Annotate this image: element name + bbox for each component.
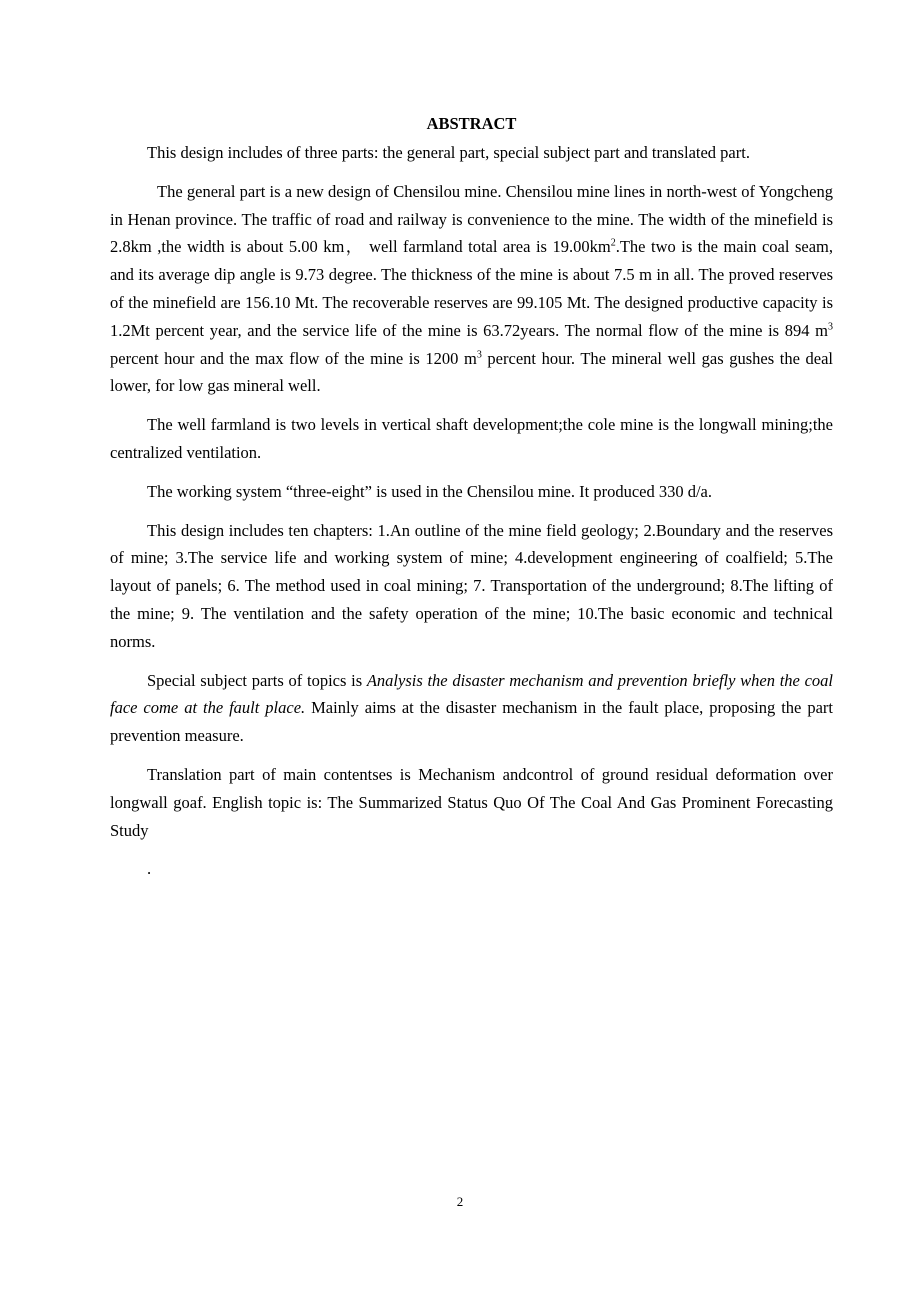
paragraph-chapters: This design includes ten chapters: 1.An outline of the mine field geology; 2.Boundary and the reserves of mine; 3.The service life and working system of mine; 4.development engineering of coalfield; 5.The layout of panels; 6. The method used in coal mining; 7. Transportation of the underground; 8.The lifting of the mine; 9. The ventilation and the safety operation of the mine; 10.The basic economic and technical norms. (110, 520, 833, 651)
paragraph-general-part (110, 178, 833, 400)
general-part-text-3: percent hour and the max flow of the mine is 1200 m (110, 348, 477, 368)
superscript-2: 2 (610, 237, 616, 249)
special-subject-text-2: Mainly aims at the disaster mechanism in the fault place, proposing the part prevention measure. (110, 698, 833, 746)
general-part-text-1: The general part is a new design of Chensilou mine. Chensilou mine lines in north-west of Yongcheng in Henan province. The traffic of road and railway is convenience to the mine. The width of the minefield is 2.8km ,the width is about 5.00 km， well farmland total area is 19.00km (110, 181, 833, 257)
page-number: 2 (456, 1194, 464, 1209)
document-body (110, 110, 833, 882)
paragraph-translation: Translation part of main contentses is Mechanism andcontrol of ground residual deformation over longwall goaf. English topic is: The Summarized Status Quo Of The Coal And Gas Prominent Forecasting Study (110, 764, 833, 840)
paragraph-parts-overview: This design includes of three parts: the general part, special subject part and translated part. (147, 143, 750, 162)
special-subject-topic: Analysis the disaster mechanism and prevention briefly when the coal face come at the fault place. (110, 670, 833, 718)
paragraph-working-system: The working system “three-eight” is used in the Chensilou mine. It produced 330 d/a. (147, 481, 712, 501)
special-subject-text-1: Special subject parts of topics is (147, 670, 367, 690)
general-part-text-2: .The two is the main coal seam, and its average dip angle is 9.73 degree. The thickness of the mine is about 7.5 m in all. The proved reserves of the minefield are 156.10 Mt. The recoverable reserves are 99.105 Mt. The designed productive capacity is 1.2Mt percent year, and the service life of the mine is 63.72years. The normal flow of the mine is 894 m (110, 237, 833, 340)
superscript-3-a: 3 (828, 321, 833, 333)
general-part-text-4: percent hour. The mineral well gas gushes the deal lower, for low gas mineral well. (110, 348, 833, 396)
paragraph-special-subject (110, 667, 833, 750)
abstract-title: ABSTRACT (426, 114, 517, 133)
trailing-dot: . (147, 859, 152, 879)
paragraph-development: The well farmland is two levels in vertical shaft development;the cole mine is the longwall mining;the centralized ventilation. (110, 415, 833, 462)
superscript-3-b: 3 (476, 349, 482, 361)
